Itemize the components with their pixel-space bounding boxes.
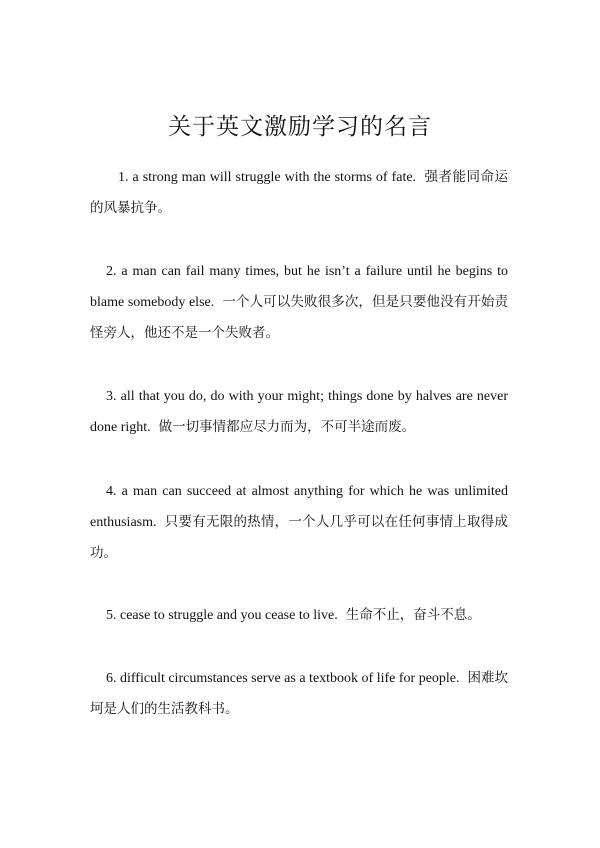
quote-5 (90, 600, 508, 631)
quote-5-chinese: 生命不止，奋斗不息。 (345, 607, 481, 623)
quote-2 (90, 256, 508, 349)
quote-1 (90, 162, 508, 224)
quote-2-chinese: 一个人可以失败很多次，但是只要他没有开始责怪旁人，他还不是一个失败者。 (90, 294, 509, 341)
quote-6-chinese: 困难坎坷是人们的生活教科书。 (90, 670, 509, 717)
quote-3-chinese: 做一切事情都应尽力而为，不可半途而废。 (158, 419, 416, 435)
quote-3-english: 3. all that you do, do with your might; things done by halves are never done right. (90, 389, 508, 435)
quote-2-english: 2. a man can fail many times, but he isn’t a failure until he begins to blame somebody else. (90, 264, 508, 310)
quote-4-chinese: 只要有无限的热情，一个人几乎可以在任何事情上取得成功。 (90, 514, 508, 561)
quote-4 (90, 476, 508, 569)
quote-4-english: 4. a man can succeed at almost anything for which he was unlimited enthusiasm. (90, 484, 508, 530)
quote-6-english: 6. difficult circumstances serve as a textbook of life for people. (106, 671, 460, 686)
document-title: 关于英文激励学习的名言 (168, 114, 432, 140)
quote-1-english: 1. a strong man will struggle with the storms of fate. (118, 170, 417, 185)
quote-1-chinese: 强者能同命运的风暴抗争。 (90, 169, 508, 216)
quote-6 (90, 663, 508, 725)
quote-5-english: 5. cease to struggle and you cease to live. (106, 608, 338, 623)
quote-3 (90, 381, 508, 443)
